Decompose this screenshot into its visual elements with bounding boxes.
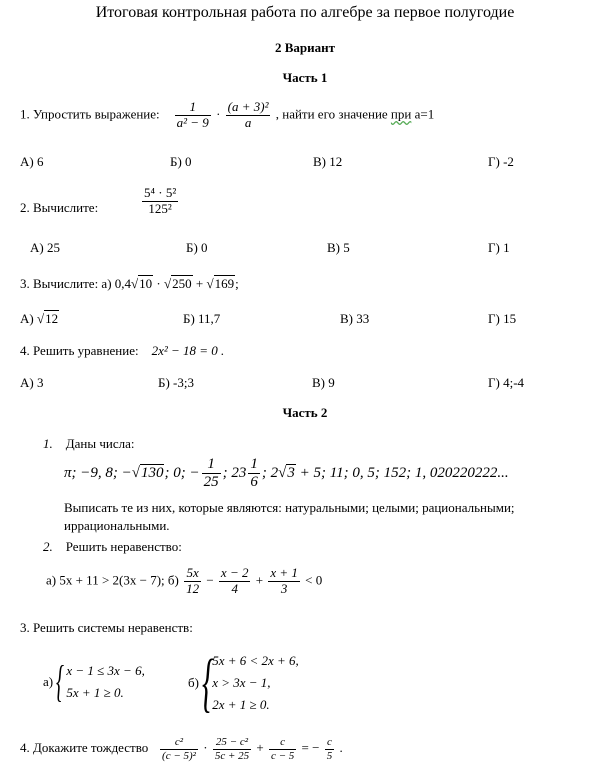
p2-q1-numbers	[64, 456, 509, 492]
p2-q2-title: Решить неравенство:	[65, 539, 182, 554]
brace-icon: {	[202, 646, 215, 719]
p2-q4-frac-4	[325, 736, 335, 762]
p2-q1-m-num: 1	[248, 456, 260, 474]
p2-q3-system-b	[188, 646, 299, 719]
q1-f1-den: a² − 9	[176, 114, 209, 130]
p2-q4-f3-den: c − 5	[270, 749, 295, 762]
q3-sqrt-3: √169	[206, 276, 235, 291]
q3-r3: 169	[214, 276, 235, 291]
p2-q1-n1-rad: 130	[140, 465, 164, 482]
q2-label: 2. Вычислите:	[20, 200, 99, 215]
p2-q2-op2: +	[255, 572, 264, 588]
q3-option-a	[20, 311, 59, 327]
question-1: 1. Упростить выражение: $\frac{1}{\text{a² − 9}}$ · $\frac{\text{(a + 3)²}}{a}$ , найти его значение при a=1	[20, 99, 435, 130]
question-3: 3. Вычислите: а) 0,4√10 · √250 + √169;	[20, 276, 239, 291]
q2-frac	[142, 186, 178, 217]
p2-q3-system-a	[43, 657, 145, 706]
q1-fraction-1	[175, 100, 211, 131]
q2-num: 5⁴ · 5²	[144, 185, 177, 200]
q1-f2-num: (a + 3)²	[227, 99, 269, 114]
p2-q1-n1: π; −9, 8; −	[64, 465, 132, 482]
q2-option-c: В) 5	[327, 240, 350, 255]
p2-q1-f-den: 25	[203, 474, 219, 491]
p2-q3-label: 3. Решить системы неравенств:	[20, 620, 193, 635]
p2-q1-sqrt-3: √3	[278, 465, 295, 482]
p2-q4-f4-num: c	[325, 736, 335, 750]
q3-opt-a-rad: 12	[45, 311, 59, 326]
p2-q4-f1-num: c²	[160, 736, 198, 750]
q4-label: 4. Решить уравнение:	[20, 343, 139, 358]
p2-q3-a-line-1: x − 1 ≤ 3x − 6,	[66, 663, 145, 678]
page-title: Итоговая контрольная работа по алгебре за первое полугодие	[95, 4, 515, 21]
p2-q4-f1-den: (c − 5)²	[162, 749, 196, 762]
p2-q2-a: а) 5x + 11 > 2(3x − 7); б)	[46, 572, 179, 588]
q2-option-d: Г) 1	[488, 240, 510, 255]
p2-q1-n4: ; 2	[261, 465, 279, 482]
p2-q3-b-label: б)	[188, 675, 199, 690]
q3-option-b: Б) 11,7	[183, 311, 221, 326]
q2-fraction	[140, 186, 180, 217]
q3-opt-a-prefix: А)	[20, 311, 37, 326]
p2-q2-label: 2.	[43, 539, 53, 554]
p2-q1-header	[43, 436, 134, 452]
p2-q1-frac	[202, 456, 221, 492]
q1-option-b: Б) 0	[170, 154, 192, 169]
q1-tail-a: , найти его значение	[275, 106, 391, 122]
p2-q3-b-line-2: x > 3x − 1,	[212, 675, 271, 690]
p2-q1-n5: + 5; 11; 0, 5; 152; 1, 020220222...	[295, 465, 509, 482]
p2-q2-f3-num: x + 1	[270, 565, 298, 580]
p2-q3-a-label: а)	[43, 674, 54, 689]
p2-q2-expression	[46, 566, 322, 597]
p2-q4: 4. Докажите тождество $\frac{\text{c²}}{\text{(c − 5)²}}$ · $\frac{\text{25 − c²}}{5c + 25}$ + $\frac{c}{c - 5}$ = − $\frac{c}{5}$ .	[20, 736, 343, 762]
p2-q1-n3: ; 23	[222, 465, 247, 482]
q3-sqrt-2: √250	[164, 276, 192, 291]
q3-option-c: В) 33	[340, 311, 370, 326]
p2-q4-frac-2	[213, 736, 251, 762]
q1-option-c: В) 12	[313, 154, 343, 169]
p2-q4-f2-den: 5c + 25	[214, 749, 250, 762]
question-4	[20, 343, 224, 359]
p2-q3-b-line-1: 5x + 6 < 2x + 6,	[212, 653, 299, 668]
q2-den: 125²	[148, 200, 172, 216]
q4-option-a: А) 3	[20, 375, 44, 390]
p2-q4-frac-1	[160, 736, 198, 762]
p2-q2-f1-den: 12	[186, 580, 200, 596]
part2-heading: Часть 2	[282, 405, 328, 420]
p2-q1-n4-rad: 3	[287, 465, 295, 482]
p2-q2-frac-1	[184, 566, 201, 597]
q1-option-d: Г) -2	[488, 154, 514, 169]
p2-q4-frac-3	[269, 736, 296, 762]
p2-q1-m-den: 6	[250, 474, 258, 491]
q1-fraction-2	[226, 100, 271, 131]
q1-option-a: А) 6	[20, 154, 44, 169]
p2-q2-f3-den: 3	[280, 580, 288, 596]
p2-q2-frac-2	[219, 566, 251, 597]
q4-equation: 2x² − 18 = 0 .	[151, 343, 225, 358]
p2-q4-f3-num: c	[269, 736, 296, 750]
q2-option-a: А) 25	[30, 240, 60, 255]
p2-q2-op1: −	[206, 572, 214, 588]
p2-q3-a-system	[56, 657, 145, 706]
p2-q1-title: Даны числа:	[65, 436, 135, 451]
variant-heading: 2 Вариант	[274, 40, 336, 55]
p2-q4-label: 4. Докажите тождество	[20, 740, 149, 756]
q1-f2-den: a	[244, 114, 252, 130]
p2-q2-f1-num: 5x	[184, 566, 201, 582]
q1-tail-b: при	[390, 106, 412, 122]
p2-q1-n2: ; 0; −	[164, 465, 200, 482]
p2-q1-label: 1.	[43, 436, 53, 451]
q3-r2: 250	[172, 276, 192, 291]
p2-q1-sqrt-130: √130	[131, 465, 164, 482]
q2-option-b: Б) 0	[186, 240, 208, 255]
p2-q2-frac-3	[268, 566, 300, 597]
p2-q1-f-num: 1	[202, 456, 221, 474]
q1-f1-num: 1	[175, 100, 211, 116]
p2-q4-end: .	[339, 740, 343, 756]
p2-q4-f2-num: 25 − c²	[213, 736, 251, 750]
p2-q4-eq: = −	[301, 740, 320, 756]
q1-tail-c: a=1	[411, 106, 435, 122]
p2-q1-mixed	[248, 456, 260, 492]
p2-q2-header	[43, 539, 182, 555]
p2-q4-op: +	[256, 740, 264, 756]
p2-q2-f2-num: x − 2	[220, 565, 249, 580]
p2-q3-a-line-2: 5x + 1 ≥ 0.	[66, 685, 124, 700]
q4-option-b: Б) -3;3	[158, 375, 194, 390]
brace-icon: {	[56, 657, 65, 706]
p2-q2-tail: < 0	[305, 572, 323, 588]
q4-option-c: В) 9	[312, 375, 335, 390]
p2-q3-b-line-3: 2x + 1 ≥ 0.	[212, 697, 270, 712]
p2-q3-b-system	[202, 646, 299, 719]
q3-sqrt-1: √10	[131, 276, 153, 291]
p2-q1-text-1: Выписать те из них, которые являются: натуральными; целыми; рациональными;	[64, 500, 515, 515]
p2-q4-f4-den: 5	[326, 749, 333, 762]
q3-opt-a-sqrt: √12	[36, 311, 59, 326]
p2-q2-f2-den: 4	[231, 580, 238, 596]
q3-label: 3. Вычислите: а) 0,4	[20, 276, 132, 291]
question-1-label: 1. Упростить выражение:	[20, 106, 160, 122]
q3-r1: 10	[139, 276, 153, 291]
q3-option-d: Г) 15	[488, 311, 517, 326]
part1-heading: Часть 1	[282, 70, 328, 85]
p2-q1-text-2: иррациональными.	[64, 518, 170, 533]
q4-option-d: Г) 4;-4	[488, 375, 525, 390]
